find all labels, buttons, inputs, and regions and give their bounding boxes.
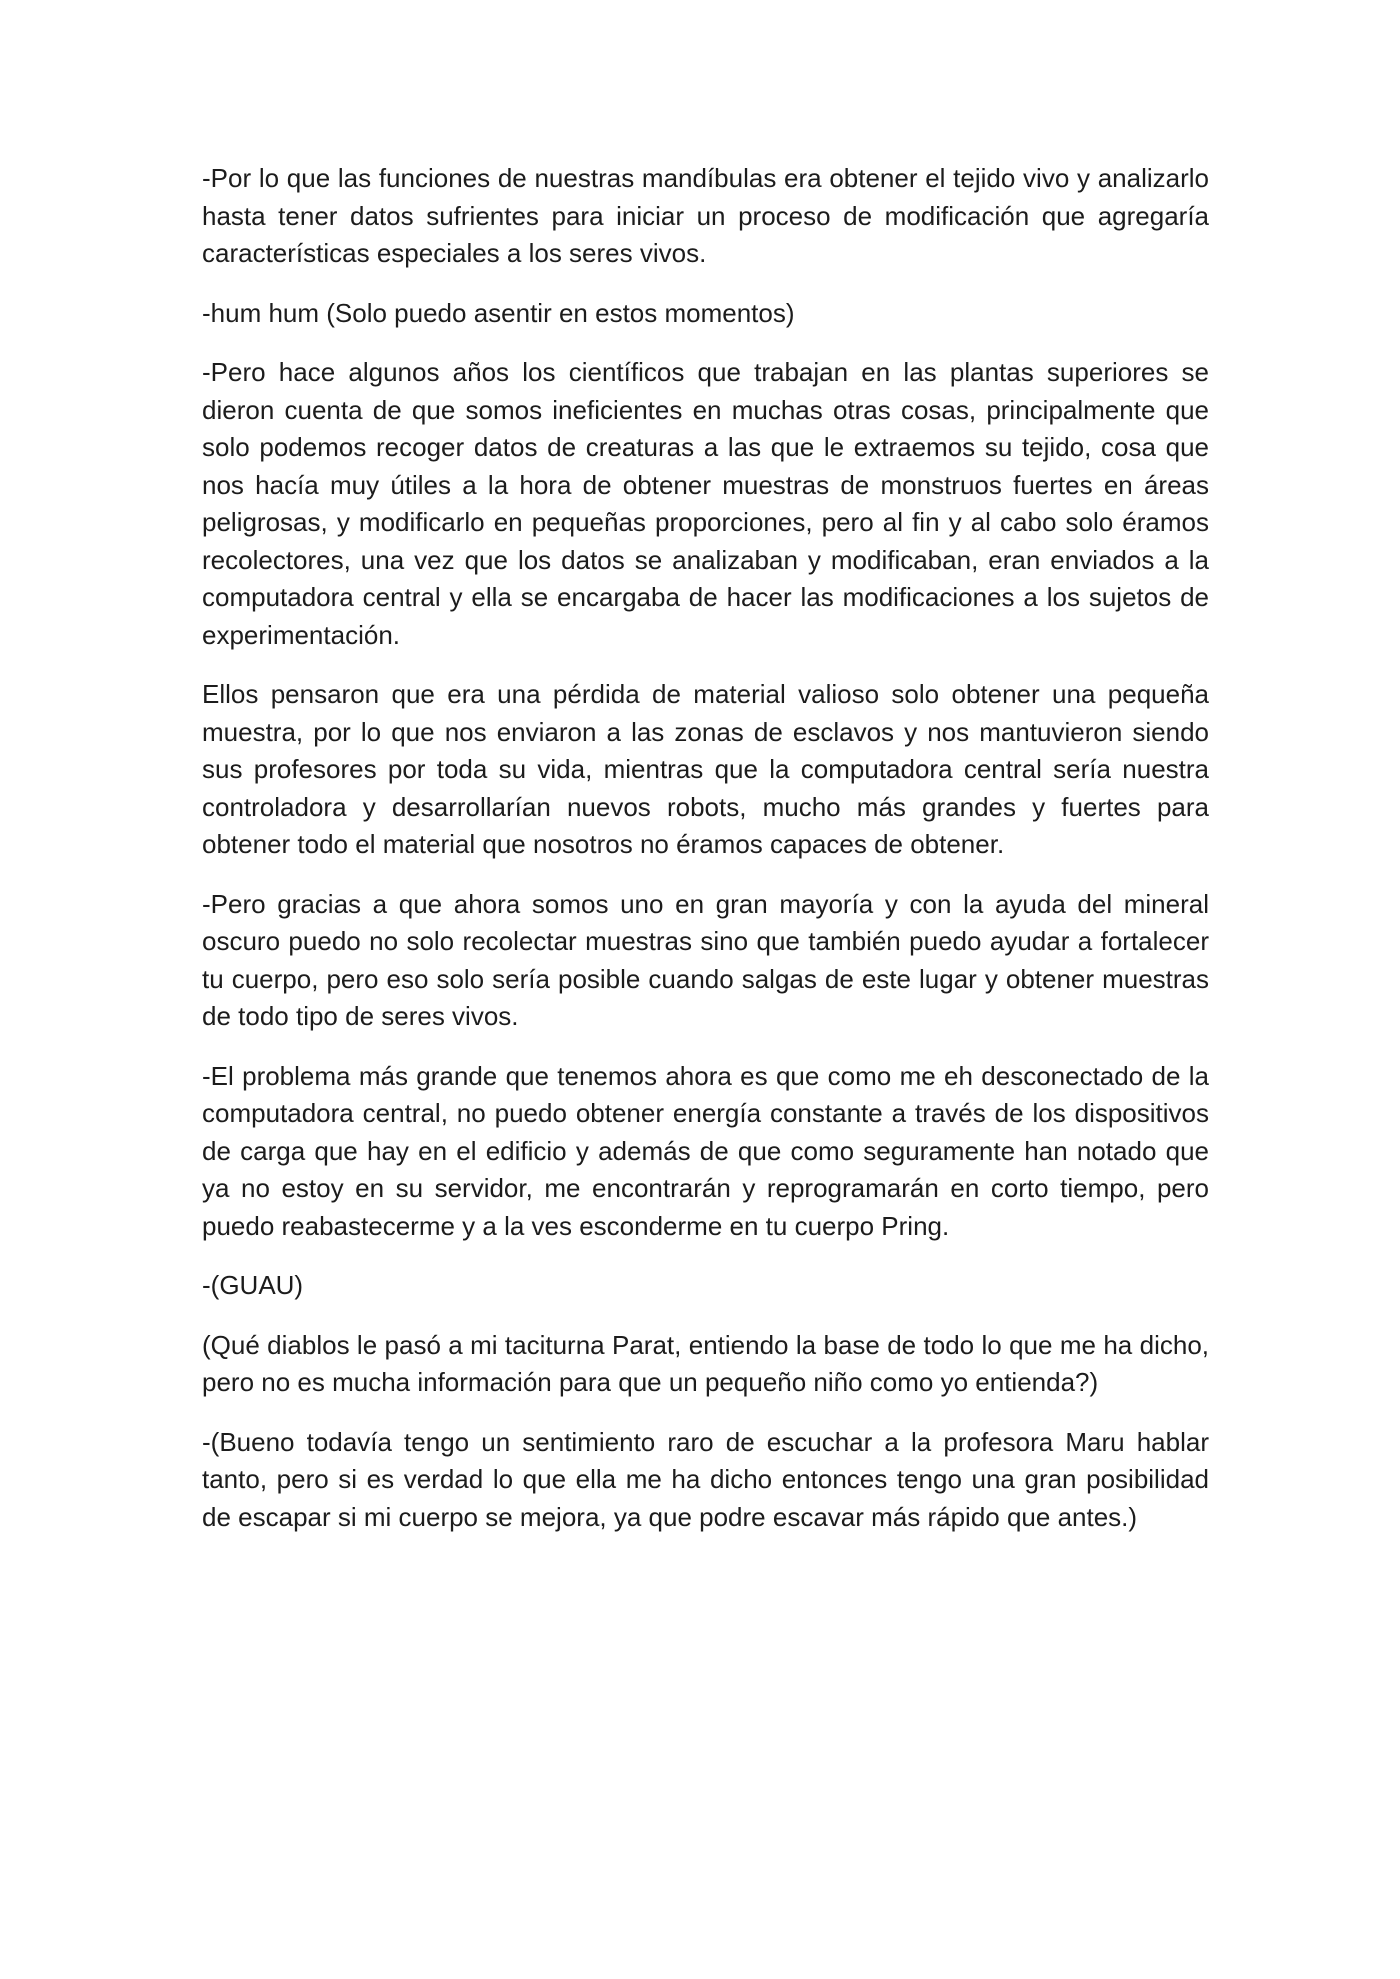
paragraph-1: -Por lo que las funciones de nuestras mandíbulas era obtener el tejido vivo y analizarlo hasta tener datos sufrientes para iniciar un proceso de modificación que agregaría características especiales a los seres vivos. [202,163,1209,268]
paragraph-3: -Pero hace algunos años los científicos que trabajan en las plantas superiores se dieron cuenta de que somos ineficientes en muchas otras cosas, principalmente que solo podemos recoger datos de creaturas a las que le extraemos su tejido, cosa que nos hacía muy útiles a la hora de obtener muestras de monstruos fuertes en áreas peligrosas, y modificarlo en pequeñas proporciones, pero al fin y al cabo solo éramos recolectores, una vez que los datos se analizaban y modificaban, eran enviados a la computadora central y ella se encargaba de hacer las modificaciones a los sujetos de experimentación. [202,357,1209,650]
paragraph-2: -hum hum (Solo puedo asentir en estos momentos) [202,297,795,328]
paragraph-4: Ellos pensaron que era una pérdida de material valioso solo obtener una pequeña muestra, por lo que nos enviaron a las zonas de esclavos y nos mantuvieron siendo sus profesores por toda su vida, mientras que la computadora central sería nuestra controladora y desarrollarían nuevos robots, mucho más grandes y fuertes para obtener todo el material que nosotros no éramos capaces de obtener. [202,679,1209,859]
document-body [202,160,1209,1558]
paragraph-8: (Qué diablos le pasó a mi taciturna Parat, entiendo la base de todo lo que me ha dicho, pero no es mucha información para que un pequeño niño como yo entienda?) [202,1329,1209,1397]
paragraph-5: -Pero gracias a que ahora somos uno en gran mayoría y con la ayuda del mineral oscuro puedo no solo recolectar muestras sino que también puedo ayudar a fortalecer tu cuerpo, pero eso solo sería posible cuando salgas de este lugar y obtener muestras de todo tipo de seres vivos. [202,888,1209,1031]
paragraph-6: -El problema más grande que tenemos ahora es que como me eh desconectado de la computadora central, no puedo obtener energía constante a través de los dispositivos de carga que hay en el edificio y además de que como seguramente han notado que ya no estoy en su servidor, me encontrarán y reprogramarán en corto tiempo, pero puedo reabastecerme y a la ves esconderme en tu cuerpo Pring. [202,1060,1209,1241]
paragraph-9: -(Bueno todavía tengo un sentimiento raro de escuchar a la profesora Maru hablar tanto, pero si es verdad lo que ella me ha dicho entonces tengo una gran posibilidad de escapar si mi cuerpo se mejora, ya que podre escavar más rápido que antes.) [202,1426,1209,1532]
paragraph-7: -(GUAU) [202,1270,304,1300]
